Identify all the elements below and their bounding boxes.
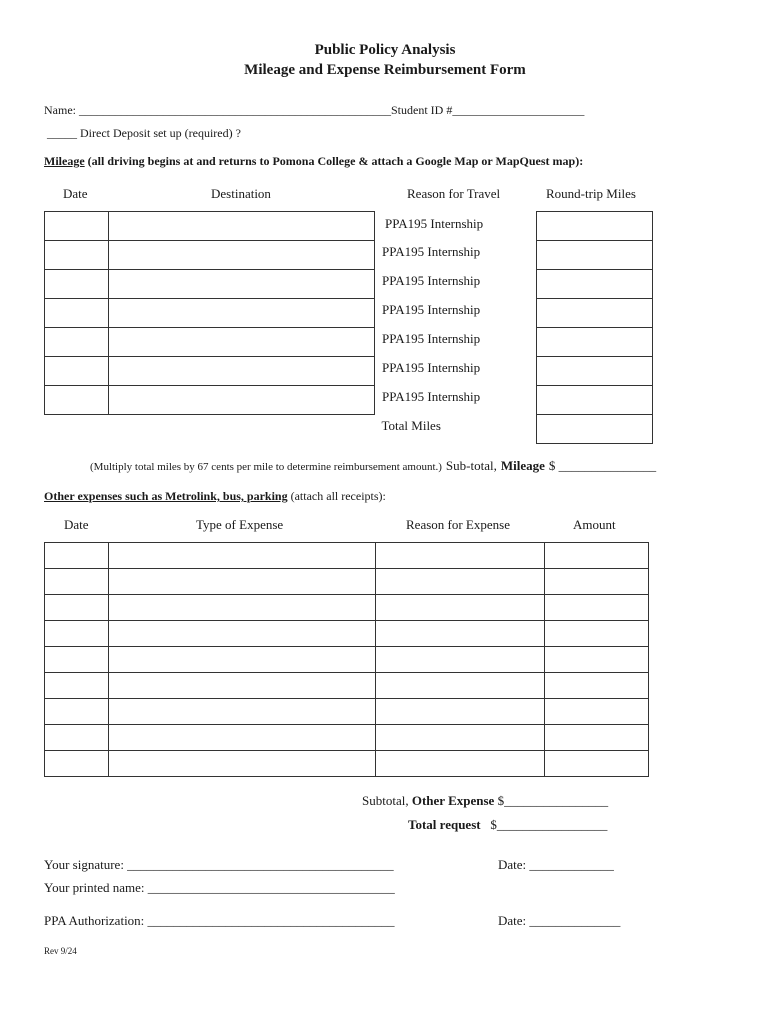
mileage-date-cell[interactable] — [45, 357, 109, 386]
mileage-reason-text: PPA195 Internship — [382, 243, 481, 259]
expense-type-cell[interactable] — [109, 647, 376, 673]
expense-type-cell[interactable] — [109, 673, 376, 699]
multiply-note: (Multiply total miles by 67 cents per mile to determine reimbursement amount.) — [90, 461, 442, 473]
other-expenses-heading — [44, 489, 386, 504]
total-request-field[interactable]: $_________________ — [490, 817, 608, 832]
expense-date-cell[interactable] — [45, 543, 109, 569]
mileage-destination-cell[interactable] — [109, 357, 375, 386]
table-row — [45, 299, 653, 328]
expense-amount-cell[interactable] — [545, 673, 649, 699]
table-row — [45, 621, 649, 647]
expense-amount-cell[interactable] — [545, 569, 649, 595]
mileage-date-cell[interactable] — [45, 328, 109, 357]
mileage-miles-cell[interactable] — [537, 299, 653, 328]
expense-type-cell[interactable] — [109, 569, 376, 595]
mileage-miles-cell[interactable] — [537, 386, 653, 415]
mileage-miles-cell[interactable] — [537, 241, 653, 270]
mileage-heading — [44, 154, 583, 169]
expense-reason-cell[interactable] — [376, 595, 545, 621]
table-row — [45, 543, 649, 569]
mileage-date-cell[interactable] — [45, 386, 109, 415]
mileage-destination-cell[interactable] — [109, 212, 375, 241]
expense-reason-cell[interactable] — [376, 647, 545, 673]
expense-type-cell[interactable] — [109, 595, 376, 621]
mileage-date-cell[interactable] — [45, 270, 109, 299]
signature-date-field[interactable]: Date: _____________ — [498, 857, 614, 872]
mileage-col-reason: Reason for Travel — [407, 186, 501, 201]
mileage-col-destination: Destination — [211, 186, 271, 201]
expense-date-cell[interactable] — [45, 621, 109, 647]
total-miles-cell[interactable] — [537, 415, 653, 444]
expense-date-cell[interactable] — [45, 595, 109, 621]
expense-reason-cell[interactable] — [376, 725, 545, 751]
table-row — [45, 241, 653, 270]
mileage-col-date: Date — [63, 186, 88, 201]
mileage-heading-label: Mileage — [44, 154, 85, 168]
revision-note: Rev 9/24 — [44, 946, 77, 956]
form-title-line2: Mileage and Expense Reimbursement Form — [244, 62, 526, 78]
mileage-reason-text: PPA195 Internship — [382, 359, 481, 375]
expense-date-cell[interactable] — [45, 751, 109, 777]
table-row — [45, 328, 653, 357]
ppa-authorization-field[interactable]: PPA Authorization: ______________________________________ — [44, 913, 395, 928]
expense-date-cell[interactable] — [45, 569, 109, 595]
expense-reason-cell[interactable] — [376, 621, 545, 647]
signature-field[interactable]: Your signature: _________________________________________ — [44, 857, 394, 872]
table-row — [45, 647, 649, 673]
mileage-reason-text: PPA195 Internship — [382, 272, 481, 288]
mileage-miles-cell[interactable] — [537, 270, 653, 299]
table-row — [45, 357, 653, 386]
mileage-reason-cell — [375, 328, 537, 357]
mileage-reason-cell — [375, 386, 537, 415]
mileage-reason-cell — [375, 241, 537, 270]
total-request-label: Total request — [408, 817, 481, 832]
expense-reason-cell[interactable] — [376, 751, 545, 777]
authorization-date-field[interactable]: Date: ______________ — [498, 913, 621, 928]
table-row — [45, 595, 649, 621]
mileage-table — [44, 211, 653, 444]
mileage-heading-note: (all driving begins at and returns to Pomona College & attach a Google Map or MapQuest map): — [84, 154, 584, 168]
mileage-destination-cell[interactable] — [109, 386, 375, 415]
mileage-destination-cell[interactable] — [109, 270, 375, 299]
mileage-destination-cell[interactable] — [109, 328, 375, 357]
form-title-line1: Public Policy Analysis — [314, 42, 456, 58]
mileage-reason-text: PPA195 Internship — [382, 301, 481, 317]
expense-amount-cell[interactable] — [545, 621, 649, 647]
mileage-reason-cell — [375, 357, 537, 386]
expense-date-cell[interactable] — [45, 699, 109, 725]
total-miles-label: Total Miles — [381, 417, 441, 433]
other-expenses-heading-label: Other expenses such as Metrolink, bus, parking — [44, 489, 288, 503]
mileage-miles-cell[interactable] — [537, 212, 653, 241]
other-col-amount: Amount — [573, 517, 616, 532]
mileage-subtotal-label: Mileage — [500, 458, 545, 473]
mileage-reason-text: PPA195 Internship — [382, 388, 481, 404]
other-col-date: Date — [64, 517, 89, 532]
mileage-subtotal-field[interactable]: $ _______________ — [548, 458, 657, 473]
table-row — [45, 699, 649, 725]
mileage-subtotal-prefix: Sub-total, — [445, 458, 497, 473]
table-row — [45, 673, 649, 699]
expense-type-cell[interactable] — [109, 543, 376, 569]
expense-type-cell[interactable] — [109, 751, 376, 777]
mileage-destination-cell[interactable] — [109, 299, 375, 328]
mileage-reason-text: PPA195 Internship — [385, 215, 484, 231]
expense-reason-cell[interactable] — [376, 673, 545, 699]
other-expenses-table — [44, 542, 649, 777]
other-subtotal-label: Other Expense — [411, 793, 495, 808]
other-expenses-heading-note: (attach all receipts): — [287, 489, 386, 503]
mileage-miles-cell[interactable] — [537, 357, 653, 386]
expense-type-cell[interactable] — [109, 699, 376, 725]
expense-amount-cell[interactable] — [545, 647, 649, 673]
expense-amount-cell[interactable] — [545, 595, 649, 621]
expense-date-cell[interactable] — [45, 673, 109, 699]
printed-name-field[interactable]: Your printed name: ______________________________________ — [44, 880, 395, 895]
name-student-id-line[interactable]: Name: ____________________________________________________Student ID #______________________ — [44, 103, 585, 117]
expense-date-cell[interactable] — [45, 647, 109, 673]
mileage-reason-text: PPA195 Internship — [382, 330, 481, 346]
mileage-reason-cell — [375, 212, 537, 241]
expense-amount-cell[interactable] — [545, 543, 649, 569]
direct-deposit-line[interactable]: _____ Direct Deposit set up (required) ? — [47, 126, 241, 140]
mileage-total-row — [45, 415, 653, 444]
expense-date-cell[interactable] — [45, 725, 109, 751]
table-row — [45, 569, 649, 595]
expense-type-cell[interactable] — [109, 725, 376, 751]
expense-reason-cell[interactable] — [376, 699, 545, 725]
mileage-miles-cell[interactable] — [537, 328, 653, 357]
other-col-type: Type of Expense — [196, 517, 284, 532]
total-request-line — [408, 817, 607, 833]
expense-amount-cell[interactable] — [545, 699, 649, 725]
expense-amount-cell[interactable] — [545, 725, 649, 751]
expense-type-cell[interactable] — [109, 621, 376, 647]
other-subtotal-field[interactable]: $________________ — [497, 793, 609, 808]
mileage-reason-cell — [375, 299, 537, 328]
other-col-reason: Reason for Expense — [406, 517, 510, 532]
mileage-date-cell[interactable] — [45, 299, 109, 328]
expense-amount-cell[interactable] — [545, 751, 649, 777]
mileage-col-miles: Round-trip Miles — [546, 186, 636, 201]
mileage-reason-cell — [375, 270, 537, 299]
mileage-date-cell[interactable] — [45, 212, 109, 241]
expense-reason-cell[interactable] — [376, 569, 545, 595]
table-row — [45, 725, 649, 751]
table-row — [45, 386, 653, 415]
expense-reason-cell[interactable] — [376, 543, 545, 569]
mileage-total-label-cell — [375, 415, 537, 444]
table-row — [45, 751, 649, 777]
mileage-destination-cell[interactable] — [109, 241, 375, 270]
table-row — [45, 270, 653, 299]
mileage-subtotal-line — [90, 457, 656, 475]
mileage-date-cell[interactable] — [45, 241, 109, 270]
other-subtotal-line — [362, 793, 608, 809]
other-subtotal-prefix: Subtotal, — [362, 793, 409, 808]
table-row — [45, 212, 653, 241]
